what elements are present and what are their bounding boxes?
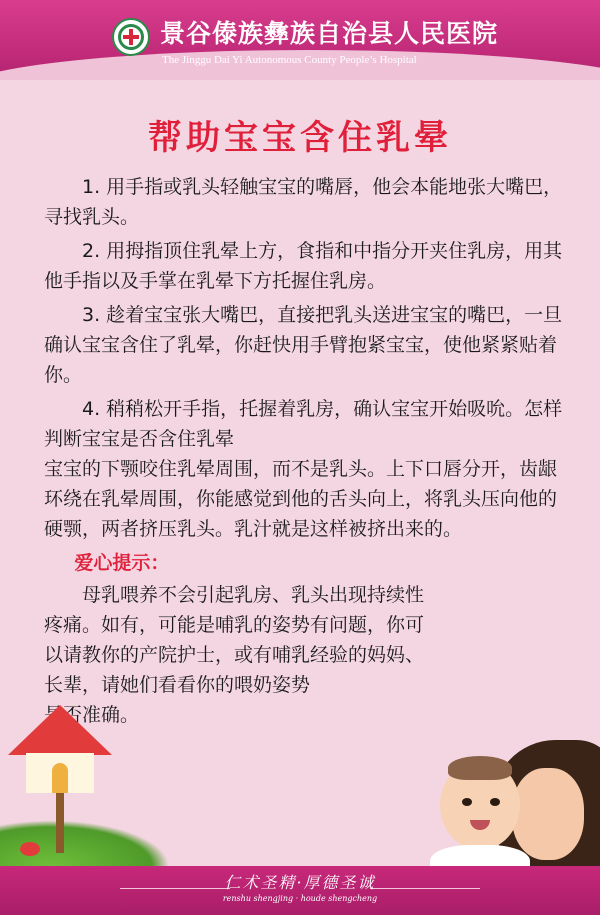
- hospital-header: [0, 0, 600, 80]
- mother-baby-photo: [420, 740, 600, 880]
- page-title: 帮助宝宝含住乳晕: [148, 118, 452, 158]
- hospital-name-cn: 景谷傣族彝族自治县人民医院: [160, 19, 499, 48]
- footer-slogan-pinyin: renshu shengjing · houde shengcheng: [222, 894, 378, 903]
- step-3: 3. 趁着宝宝张大嘴巴，直接把乳头送进宝宝的嘴巴，一旦确认宝宝含住了乳晕，你赶快用手臂抱紧宝宝，使他紧紧贴着你。: [44, 304, 563, 386]
- tips-text: 母乳喂养不会引起乳房、乳头出现持续性疼痛。如有，可能是哺乳的姿势有问题，你可以请教你的产院护士，或有哺乳经验的妈妈、长辈，请她们看看你的喂奶姿势: [44, 584, 425, 696]
- footer-slogan: 仁术圣精·厚德圣诚: [224, 873, 376, 892]
- step-4: 4. 稍稍松开手指，托握着乳房，确认宝宝开始吸吮。怎样判断宝宝是否含住乳晕: [44, 398, 563, 450]
- birdhouse-illustration: [8, 705, 128, 855]
- step-1: 1. 用手指或乳头轻触宝宝的嘴唇，他会本能地张大嘴巴，寻找乳头。: [44, 176, 563, 228]
- step-2: 2. 用拇指顶住乳晕上方，食指和中指分开夹住乳房，用其他手指以及手掌在乳晕下方托握住乳房。: [44, 240, 563, 292]
- instruction-text: [44, 172, 564, 734]
- hospital-name-en: The Jinggu Dai Yi Autonomous County People’s Hospital: [162, 54, 417, 66]
- tips-text-end: 是否准确。: [44, 704, 140, 726]
- hospital-logo-icon: [112, 18, 150, 56]
- tips-heading: 爱心提示：: [74, 552, 170, 574]
- ladybug-icon: [20, 842, 40, 856]
- step-4-continuation: 宝宝的下颚咬住乳晕周围，而不是乳头。上下口唇分开，齿龈环绕在乳晕周围，你能感觉到他的舌头向上，将乳头压向他的硬颚，两者挤压乳头。乳汁就是这样被挤出来的。: [44, 458, 558, 540]
- footer-bar: [0, 866, 600, 915]
